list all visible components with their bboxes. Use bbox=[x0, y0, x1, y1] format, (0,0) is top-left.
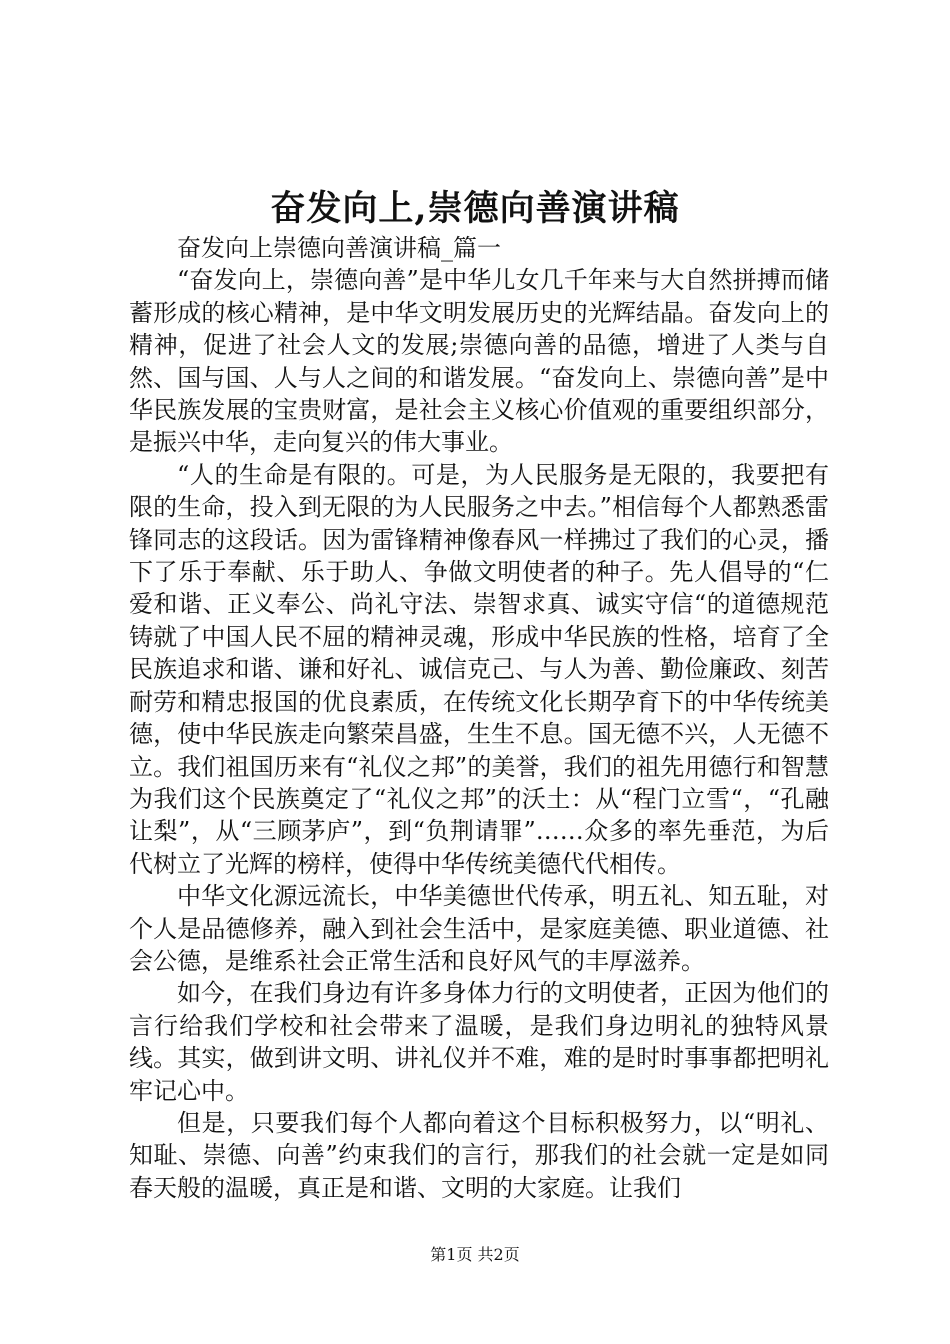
document-title: 奋发向上,崇德向善演讲稿 bbox=[270, 188, 680, 229]
paragraph: 中华文化源远流长，中华美德世代传承，明五礼、知五耻，对个人是品德修养，融入到社会生活中，是家庭美德、职业道德、社会公德，是维系社会正常生活和良好风气的丰厚滋养。 bbox=[129, 882, 829, 975]
paragraph: 如今，在我们身边有许多身体力行的文明使者，正因为他们的言行给我们学校和社会带来了温暖，是我们身边明礼的独特风景线。其实，做到讲文明、讲礼仪并不难，难的是时时事事都把明礼牢记心中。 bbox=[129, 979, 829, 1105]
document-subtitle: 奋发向上崇德向善演讲稿_篇一 bbox=[177, 234, 501, 262]
page-footer: 第1页 共2页 bbox=[430, 1245, 520, 1264]
paragraph: “人的生命是有限的。可是，为人民服务是无限的，我要把有限的生命，投入到无限的为人民服务之中去。”相信每个人都熟悉雷锋同志的这段话。因为雷锋精神像春风一样拂过了我们的心灵，播下了乐于奉献、乐于助人、争做文明使者的种子。先人倡导的“仁爱和谐、正义奉公、尚礼守法、崇智求真、诚实守信“的道德规范铸就了中国人民不屈的精神灵魂，形成中华民族的性格，培育了全民族追求和谐、谦和好礼、诚信克己、与人为善、勤俭廉政、刻苦耐劳和精忠报国的优良素质，在传统文化长期孕育下的中华传统美德，使中华民族走向繁荣昌盛，生生不息。国无德不兴，人无德不立。我们祖国历来有“礼仪之邦”的美誉，我们的祖先用德行和智慧为我们这个民族奠定了“礼仪之邦”的沃土：从“程门立雪“，“孔融让梨”，从“三顾茅庐”，到“负荆请罪”……众多的率先垂范，为后代树立了光辉的榜样，使得中华传统美德代代相传。 bbox=[129, 460, 829, 878]
paragraph: 但是，只要我们每个人都向着这个目标积极努力，以“明礼、知耻、崇德、向善”约束我们的言行，那我们的社会就一定是如同春天般的温暖，真正是和谐、文明的大家庭。让我们 bbox=[129, 1108, 829, 1202]
document-body bbox=[129, 232, 829, 1204]
paragraph: “奋发向上，崇德向善”是中华儿女几千年来与大自然拼搏而储蓄形成的核心精神，是中华文明发展历史的光辉结晶。奋发向上的精神，促进了社会人文的发展;崇德向善的品德，增进了人类与自然、国与国、人与人之间的和谐发展。“奋发向上、崇德向善”是中华民族发展的宝贵财富，是社会主义核心价值观的重要组织部分，是振兴中华，走向复兴的伟大事业。 bbox=[129, 266, 829, 457]
